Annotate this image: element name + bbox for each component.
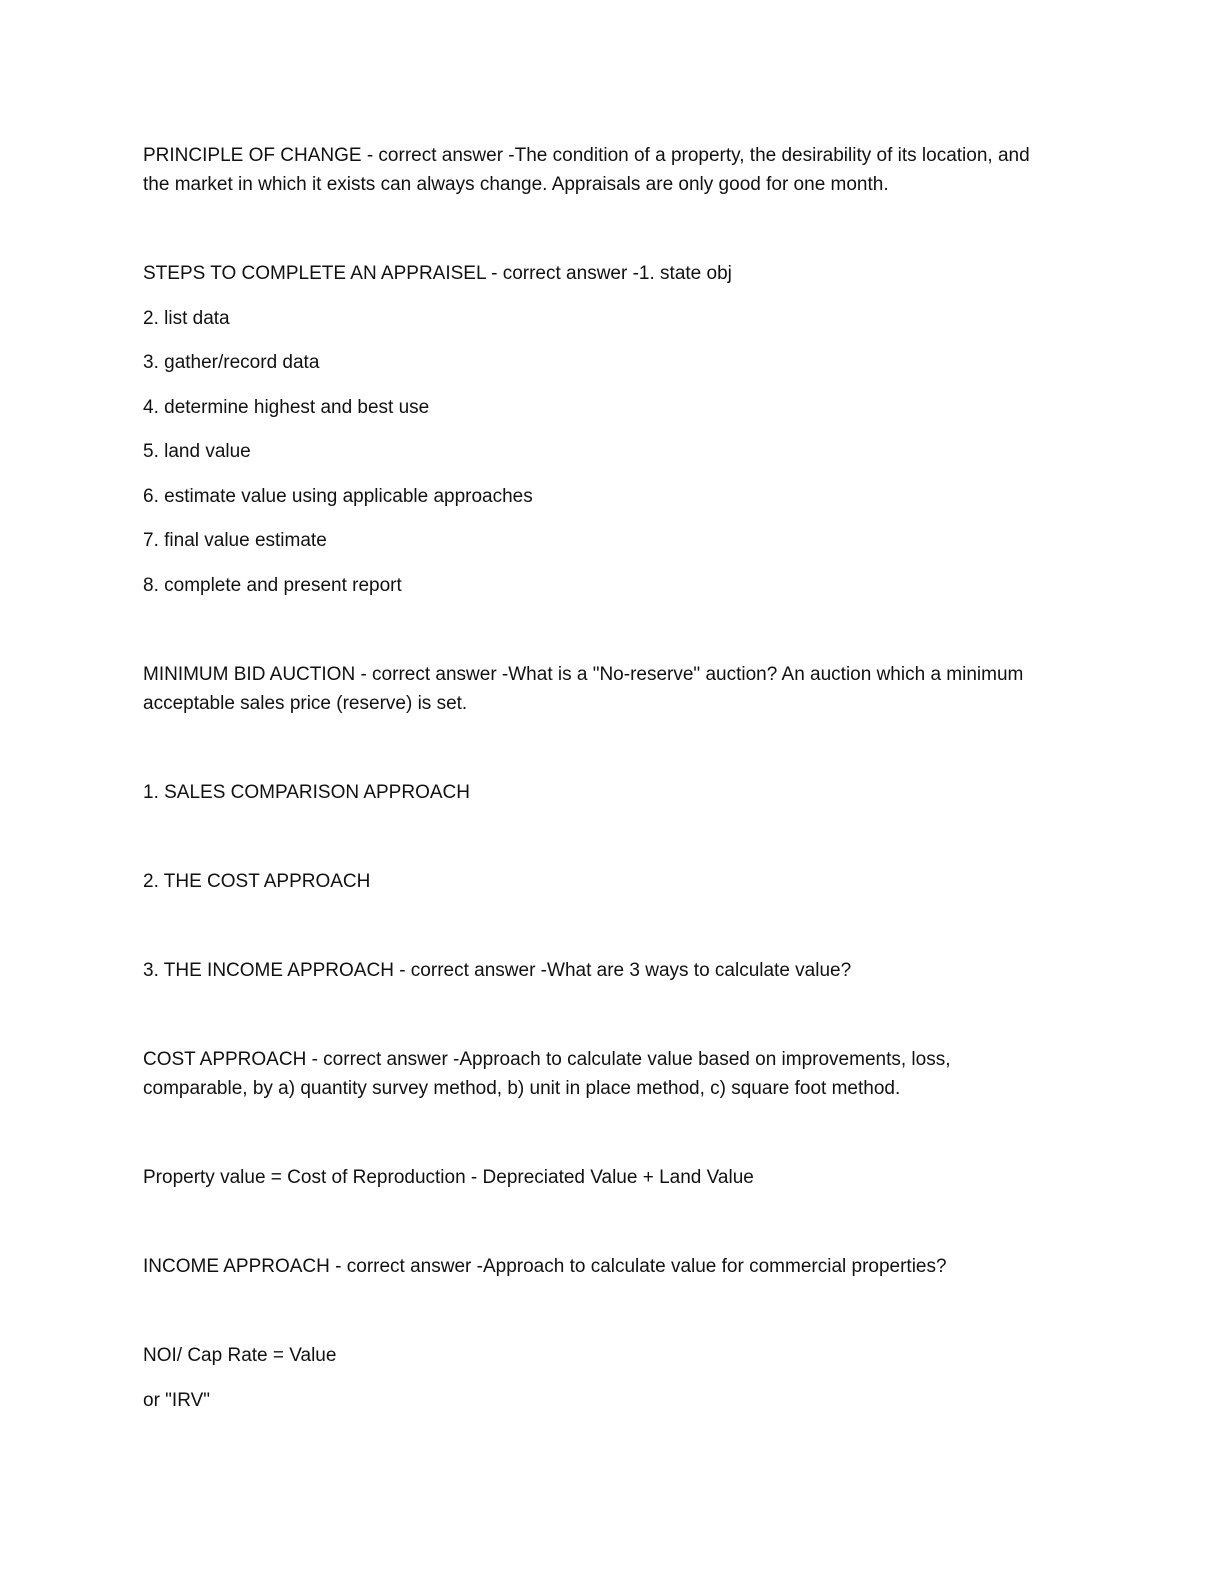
cost-approach-item: 2. THE COST APPROACH — [143, 871, 371, 892]
cost-approach-line-1: COST APPROACH - correct answer -Approach to calculate value based on improvements, loss, — [143, 1049, 951, 1070]
minimum-bid-auction-line-1: MINIMUM BID AUCTION - correct answer -What is a "No-reserve" auction? An auction which a minimum — [143, 664, 1024, 685]
step-6: 6. estimate value using applicable approaches — [143, 486, 533, 507]
income-approach-line: INCOME APPROACH - correct answer -Approach to calculate value for commercial properties? — [143, 1256, 947, 1277]
step-3: 3. gather/record data — [143, 352, 320, 373]
step-5: 5. land value — [143, 441, 251, 462]
income-approach-item: 3. THE INCOME APPROACH - correct answer -What are 3 ways to calculate value? — [143, 960, 852, 981]
step-7: 7. final value estimate — [143, 530, 327, 551]
minimum-bid-auction-line-2: acceptable sales price (reserve) is set. — [143, 693, 468, 714]
sales-comparison-approach: 1. SALES COMPARISON APPROACH — [143, 782, 470, 803]
principle-of-change-line-2: the market in which it exists can always change. Appraisals are only good for one month. — [143, 174, 889, 195]
cost-approach-line-2: comparable, by a) quantity survey method, b) unit in place method, c) square foot method. — [143, 1078, 901, 1099]
property-value-formula: Property value = Cost of Reproduction - Depreciated Value + Land Value — [143, 1167, 754, 1188]
step-8: 8. complete and present report — [143, 575, 402, 596]
irv-line: or "IRV" — [143, 1390, 210, 1411]
step-4: 4. determine highest and best use — [143, 397, 430, 418]
step-2: 2. list data — [143, 308, 230, 329]
noi-cap-rate-formula: NOI/ Cap Rate = Value — [143, 1345, 337, 1366]
principle-of-change-line-1: PRINCIPLE OF CHANGE - correct answer -The condition of a property, the desirability of its location, and — [143, 145, 1030, 166]
steps-heading: STEPS TO COMPLETE AN APPRAISEL - correct answer -1. state obj — [143, 263, 732, 284]
